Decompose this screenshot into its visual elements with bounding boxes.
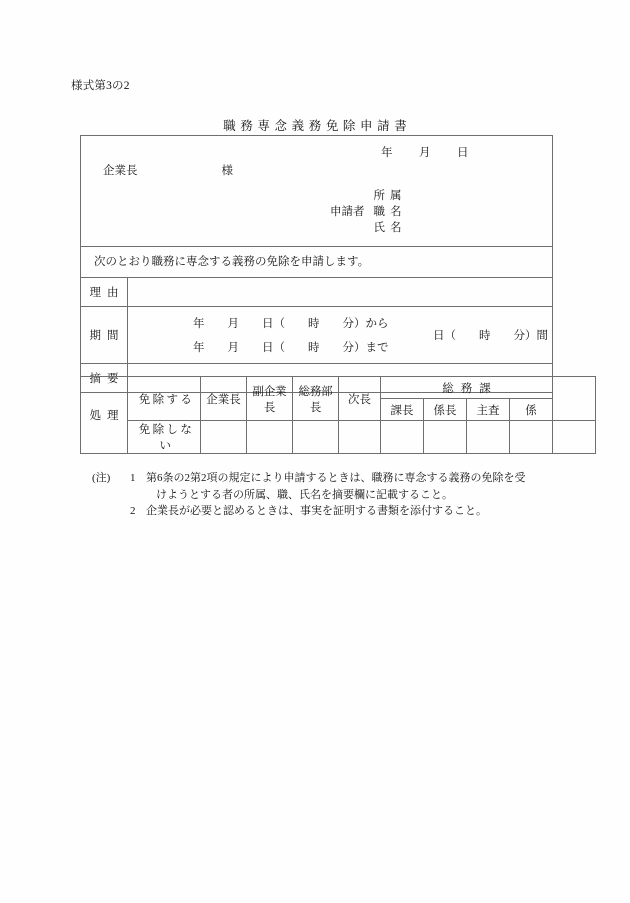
note-number: 2 [130, 505, 136, 517]
date-day: 日 [457, 147, 469, 159]
column-header-fukukigyocho: 副企業長 [247, 377, 293, 421]
application-table [80, 135, 553, 393]
stamp-cell[interactable] [553, 421, 596, 454]
column-group-header-soumuka: 総務課 [381, 377, 553, 399]
stamp-cell[interactable] [247, 421, 293, 454]
header-cell [81, 136, 553, 247]
date-year: 年 [381, 147, 393, 159]
period-to-line: 年 月 日（ 時 分）まで [193, 342, 389, 354]
date-line [381, 144, 469, 160]
notes-block [92, 470, 526, 520]
column-header-kakaricho: 係長 [424, 399, 467, 421]
stamp-cell[interactable] [381, 421, 424, 454]
statement-row [81, 247, 553, 278]
statement-cell [81, 247, 553, 278]
column-header-kakari: 係 [510, 399, 553, 421]
note-item [92, 503, 526, 520]
stamp-cell[interactable] [424, 421, 467, 454]
note-line-1: 企業長が必要と認めるときは、事実を証明する書類を添付すること。 [146, 505, 487, 517]
processing-table [80, 376, 596, 454]
applicant-label: 申請者 [330, 206, 365, 218]
applicant-name-label: 氏名 [373, 222, 407, 234]
period-label: 期間 [81, 307, 128, 364]
addressee-name: 企業長 [103, 165, 138, 177]
reason-row [81, 278, 553, 307]
stamp-cell[interactable] [293, 421, 339, 454]
decision-deny-label[interactable]: 免除しない [128, 421, 201, 454]
statement-text: 次のとおり職務に専念する義務の免除を申請します。 [94, 256, 370, 268]
date-month: 月 [419, 147, 431, 159]
form-number: 様式第3の2 [71, 80, 130, 92]
addressee-honorific: 様 [221, 165, 233, 177]
stamp-cell[interactable] [201, 421, 247, 454]
applicant-jobtitle-label: 職名 [373, 206, 407, 218]
column-header-soumubucho: 総務部長 [293, 377, 339, 421]
note-line-1: 第6条の2第2項の規定により申請するときは、職務に専念する義務の免除を受 [146, 472, 526, 484]
note-line-2: けようとする者の所属、職、氏名を摘要欄に記載すること。 [156, 488, 453, 501]
header-row [81, 136, 553, 247]
column-header-jicho: 次長 [339, 377, 381, 421]
note-item [92, 470, 526, 503]
note-text [146, 470, 526, 503]
period-total-line: 日（ 時 分）間 [433, 330, 548, 342]
period-from-line: 年 月 日（ 時 分）から [193, 318, 389, 330]
stamp-cell[interactable] [467, 421, 510, 454]
reason-label: 理由 [81, 278, 128, 307]
period-input-area[interactable] [128, 307, 553, 364]
note-number: 1 [130, 472, 136, 484]
column-header-tail [553, 377, 596, 421]
column-header-kacho: 課長 [381, 399, 424, 421]
column-header-kigyocho: 企業長 [201, 377, 247, 421]
stamp-cell[interactable] [510, 421, 553, 454]
applicant-affiliation-label: 所属 [373, 190, 407, 202]
processing-label: 処理 [81, 377, 128, 454]
note-text [146, 503, 487, 520]
applicant-block [330, 188, 407, 236]
period-body [128, 307, 552, 363]
column-header-shusa: 主査 [467, 399, 510, 421]
stamp-cell[interactable] [339, 421, 381, 454]
summary-label: 摘要 [81, 364, 128, 393]
processing-header-row [81, 377, 596, 399]
period-row [81, 307, 553, 364]
reason-input-area[interactable] [128, 278, 553, 307]
addressee-line [103, 162, 233, 178]
decision-deny-row [81, 421, 596, 454]
applicant-fields [374, 188, 407, 236]
decision-grant-label[interactable]: 免除する [128, 377, 201, 421]
notes-kicker: (注) [92, 472, 111, 484]
document-title: 職務専念義務免除申請書 [223, 119, 412, 133]
